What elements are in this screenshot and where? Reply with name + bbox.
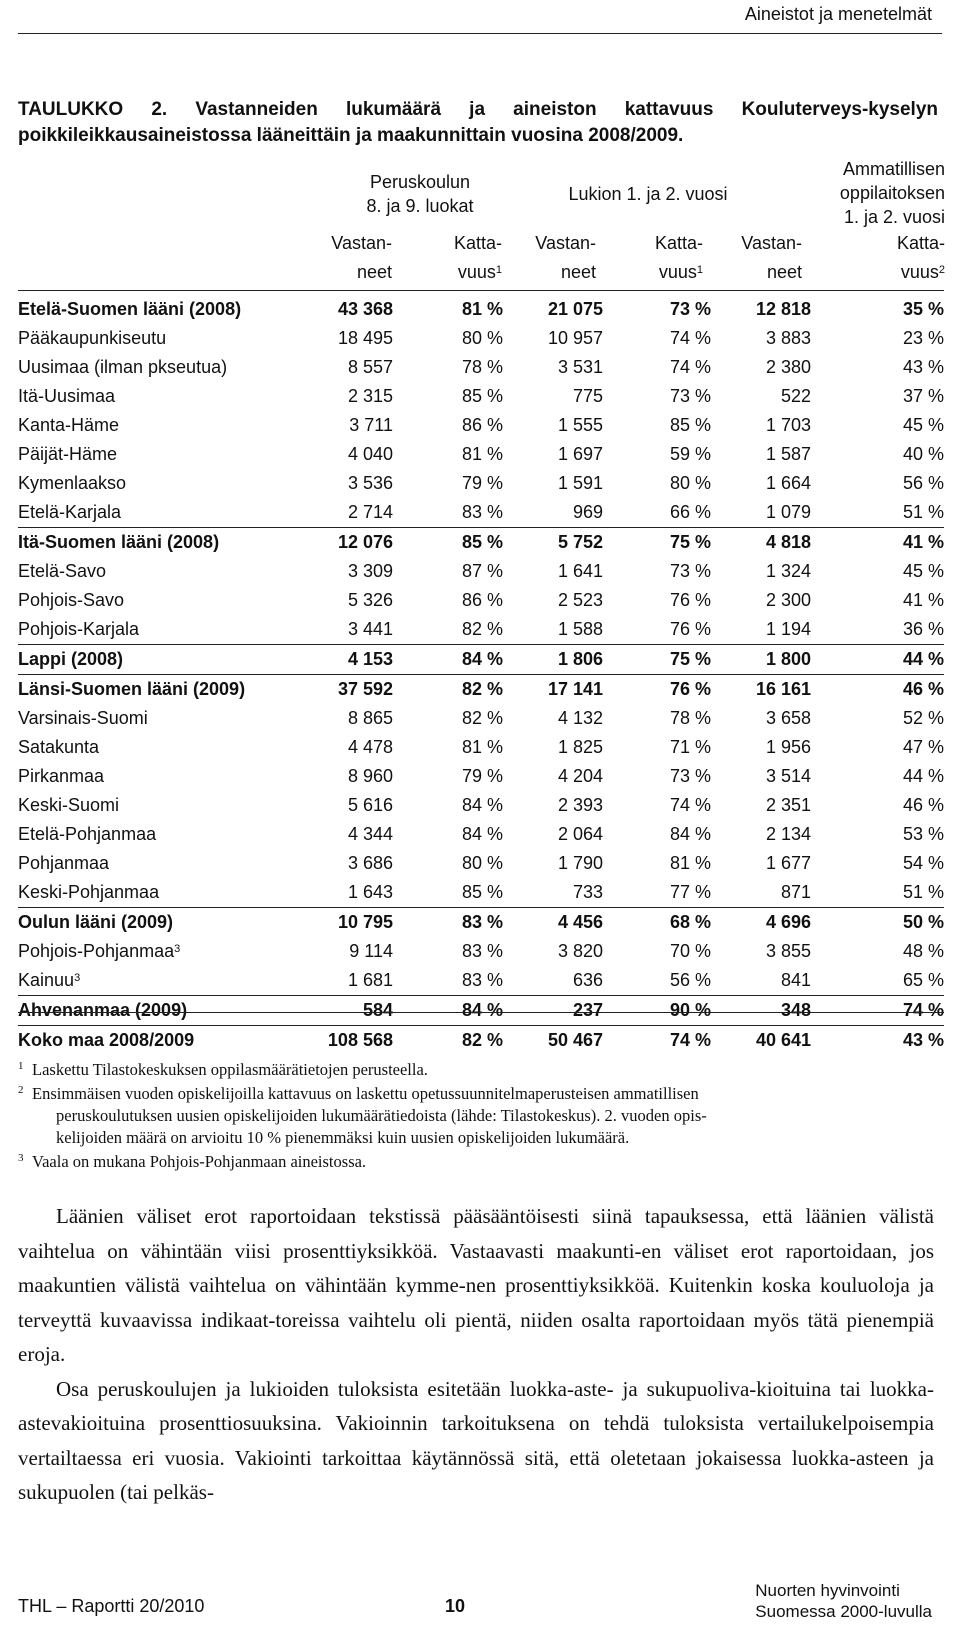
region-label: Länsi-Suomen lääni (2009)	[18, 679, 246, 699]
respondents-cell: 1 588	[557, 619, 603, 639]
region-label: Etelä-Suomen lääni (2008)	[18, 299, 242, 319]
respondents-cell: 10 795	[313, 908, 393, 938]
region-label: Pohjois-Karjala	[18, 619, 140, 639]
table-row	[18, 586, 944, 615]
respondents-cell: 4 696	[711, 908, 811, 938]
coverage-cell: 23 %	[902, 328, 944, 348]
region-label: Päijät-Häme	[18, 444, 118, 464]
table-row	[18, 675, 944, 705]
respondents-cell: 2 380	[765, 357, 811, 377]
respondents-cell: 108 568	[313, 1026, 393, 1056]
footnote-ref: 3	[74, 972, 81, 984]
coverage-cell: 82 %	[393, 1026, 503, 1056]
coverage-cell: 56 %	[669, 970, 711, 990]
respondents-cell: 16 161	[711, 675, 811, 705]
coverage-cell: 78 %	[669, 708, 711, 728]
respondents-cell: 841	[780, 970, 811, 990]
coverage-cell: 73 %	[669, 561, 711, 581]
region-label: Kainuu	[18, 970, 75, 990]
coverage-cell: 51 %	[902, 502, 944, 522]
group-header-lukio	[538, 182, 758, 206]
footnote-text: peruskoulutuksen uusien opiskelijoiden lukumäärätiedoista (lähde: Tilastokeskus). 2. vuoden opis-	[56, 1106, 707, 1125]
footnote-ref: 1	[696, 264, 703, 276]
coverage-cell: 68 %	[603, 908, 711, 938]
region-label: Etelä-Karjala	[18, 502, 122, 522]
col-header-vastanneet-2	[530, 229, 596, 287]
region-label: Oulun lääni (2009)	[18, 912, 174, 932]
coverage-cell: 83 %	[461, 502, 503, 522]
col-header-line: neet	[560, 262, 596, 282]
coverage-cell: 44 %	[902, 766, 944, 786]
region-name	[18, 937, 313, 966]
footnote-mark: 1	[18, 1060, 24, 1072]
coverage-cell: 50 %	[811, 908, 944, 938]
footnote-2	[18, 1083, 938, 1149]
table-row	[18, 849, 944, 878]
footnote-ref: 2	[938, 264, 945, 276]
region-name	[18, 295, 313, 324]
respondents-cell: 2 523	[557, 590, 603, 610]
region-name	[18, 791, 313, 820]
region-label: Uusimaa (ilman pkseutua)	[18, 357, 228, 377]
respondents-cell: 1 194	[765, 619, 811, 639]
coverage-cell: 74 %	[669, 795, 711, 815]
group-header-ammatillinen	[790, 157, 945, 229]
col-header-vastanneet-1	[330, 229, 392, 287]
footnotes	[18, 1059, 938, 1173]
region-name	[18, 820, 313, 849]
region-name	[18, 996, 313, 1026]
table-row	[18, 937, 944, 966]
col-header-line: Katta-	[896, 233, 945, 253]
group-header-line: 8. ja 9. luokat	[366, 196, 474, 216]
coverage-cell: 54 %	[902, 853, 944, 873]
col-header-line: Vastan-	[535, 233, 596, 253]
respondents-cell: 9 114	[349, 941, 393, 961]
coverage-cell: 81 %	[461, 444, 503, 464]
respondents-cell: 4 478	[347, 737, 393, 757]
region-name	[18, 557, 313, 586]
col-header-line: vuus	[457, 262, 496, 282]
respondents-cell: 2 393	[557, 795, 603, 815]
respondents-cell: 1 703	[765, 415, 811, 435]
footnote-text: kelijoiden määrä on arvioitu 10 % pienemmäksi kuin uusien opiskelijoiden lukumäärä.	[56, 1128, 630, 1147]
table-row	[18, 557, 944, 586]
coverage-cell: 45 %	[902, 415, 944, 435]
coverage-cell: 79 %	[461, 766, 503, 786]
coverage-cell: 82 %	[461, 619, 503, 639]
coverage-cell: 37 %	[902, 386, 944, 406]
coverage-cell: 80 %	[461, 853, 503, 873]
respondents-cell: 4 204	[557, 766, 603, 786]
paragraph: Läänien väliset erot raportoidaan tekstissä pääsääntöisesti siinä tapauksessa, että läänien välistä vaihtelua on vähintään viisi prosenttiyksikköä. Vastaavasti maakunti-en väliset erot raportoidaan, jos maakuntien välistä vaihtelua on vähintään kymme-nen prosenttiyksikköä. Kuitenkin koska kouluoloja ja terveyttä kuvaavissa indikaat-toreissa vaihtelu oli pientä, niiden osalta raportoidaan myös tätä pienempiä eroja.	[18, 1204, 934, 1366]
coverage-cell: 46 %	[902, 795, 944, 815]
respondents-cell: 3 531	[557, 357, 603, 377]
col-header-line: vuus	[900, 262, 939, 282]
coverage-cell: 53 %	[902, 824, 944, 844]
page-number: 10	[445, 1596, 466, 1616]
region-name	[18, 324, 313, 353]
coverage-cell: 66 %	[669, 502, 711, 522]
respondents-cell: 3 658	[765, 708, 811, 728]
coverage-cell: 84 %	[393, 645, 503, 675]
region-label: Keski-Pohjanmaa	[18, 882, 160, 902]
respondents-cell: 1 800	[711, 645, 811, 675]
respondents-cell: 584	[313, 996, 393, 1026]
region-label: Pohjanmaa	[18, 853, 110, 873]
respondents-cell: 4 456	[503, 908, 603, 938]
coverage-cell: 84 %	[461, 795, 503, 815]
data-table	[18, 295, 944, 1055]
col-header-line: Vastan-	[741, 233, 802, 253]
respondents-cell: 3 536	[347, 473, 393, 493]
respondents-cell: 12 076	[313, 528, 393, 558]
region-name	[18, 528, 313, 558]
coverage-cell: 73 %	[669, 386, 711, 406]
respondents-cell: 43 368	[337, 299, 393, 319]
table-row	[18, 908, 944, 938]
table-row	[18, 498, 944, 528]
respondents-cell: 871	[780, 882, 811, 902]
region-label: Pohjois-Pohjanmaa	[18, 941, 175, 961]
coverage-cell: 85 %	[393, 528, 503, 558]
region-label: Lappi (2008)	[18, 649, 124, 669]
footnote-text: Vaala on mukana Pohjois-Pohjanmaan aineistossa.	[32, 1152, 367, 1171]
region-name	[18, 966, 313, 996]
col-header-line: neet	[356, 262, 392, 282]
respondents-cell: 775	[572, 386, 603, 406]
body-text	[18, 1199, 934, 1510]
respondents-cell: 969	[572, 502, 603, 522]
region-name	[18, 469, 313, 498]
coverage-cell: 75 %	[603, 645, 711, 675]
respondents-cell: 2 134	[765, 824, 811, 844]
coverage-cell: 73 %	[669, 766, 711, 786]
coverage-cell: 41 %	[811, 528, 944, 558]
region-name	[18, 411, 313, 440]
footnote-mark: 3	[18, 1152, 24, 1164]
coverage-cell: 85 %	[461, 882, 503, 902]
respondents-cell: 3 883	[765, 328, 811, 348]
respondents-cell: 4 132	[557, 708, 603, 728]
respondents-cell: 3 855	[765, 941, 811, 961]
region-name	[18, 615, 313, 645]
coverage-cell: 78 %	[461, 357, 503, 377]
table-row	[18, 878, 944, 908]
coverage-cell: 83 %	[461, 970, 503, 990]
coverage-cell: 59 %	[669, 444, 711, 464]
respondents-cell: 18 495	[337, 328, 393, 348]
col-header-line: Katta-	[453, 233, 502, 253]
coverage-cell: 43 %	[902, 357, 944, 377]
table-row	[18, 762, 944, 791]
respondents-cell: 1 641	[557, 561, 603, 581]
coverage-cell: 85 %	[461, 386, 503, 406]
coverage-cell: 43 %	[811, 1026, 944, 1056]
region-label: Varsinais-Suomi	[18, 708, 148, 728]
respondents-cell: 2 315	[347, 386, 393, 406]
coverage-cell: 71 %	[669, 737, 711, 757]
respondents-cell: 1 790	[557, 853, 603, 873]
respondents-cell: 1 806	[503, 645, 603, 675]
table-row	[18, 353, 944, 382]
coverage-cell: 81 %	[461, 737, 503, 757]
group-header-line: Peruskoulun	[369, 172, 471, 192]
footnote-mark: 2	[18, 1084, 24, 1096]
footnote-ref: 1	[495, 264, 502, 276]
footnote-3	[18, 1151, 938, 1173]
respondents-cell: 3 441	[347, 619, 393, 639]
coverage-cell: 87 %	[461, 561, 503, 581]
table-row	[18, 733, 944, 762]
footnote-1	[18, 1059, 938, 1081]
coverage-cell: 75 %	[603, 528, 711, 558]
coverage-cell: 84 %	[669, 824, 711, 844]
footer-publication: THL – Raportti 20/2010	[18, 1596, 205, 1616]
region-name	[18, 849, 313, 878]
coverage-cell: 80 %	[461, 328, 503, 348]
respondents-cell: 1 697	[557, 444, 603, 464]
respondents-cell: 5 326	[347, 590, 393, 610]
coverage-cell: 84 %	[393, 996, 503, 1026]
col-header-vastanneet-3	[732, 229, 802, 287]
respondents-cell: 5 616	[347, 795, 393, 815]
coverage-cell: 81 %	[669, 853, 711, 873]
group-header-line: 1. ja 2. vuosi	[843, 207, 945, 227]
respondents-cell: 1 677	[765, 853, 811, 873]
footer-title-line: Suomessa 2000-luvulla	[755, 1602, 932, 1621]
respondents-cell: 50 467	[503, 1026, 603, 1056]
respondents-cell: 1 555	[557, 415, 603, 435]
col-header-line: vuus	[658, 262, 697, 282]
region-name	[18, 353, 313, 382]
region-name	[18, 586, 313, 615]
region-label: Etelä-Savo	[18, 561, 107, 581]
respondents-cell: 4 153	[313, 645, 393, 675]
region-label: Pirkanmaa	[18, 766, 105, 786]
region-label: Kanta-Häme	[18, 415, 120, 435]
header-rule	[18, 33, 942, 34]
col-header-line: neet	[766, 262, 802, 282]
region-name	[18, 382, 313, 411]
coverage-cell: 56 %	[902, 473, 944, 493]
region-label: Itä-Uusimaa	[18, 386, 116, 406]
table-row	[18, 528, 944, 558]
col-header-line: Vastan-	[331, 233, 392, 253]
table-row	[18, 645, 944, 675]
region-label: Satakunta	[18, 737, 100, 757]
coverage-cell: 74 %	[811, 996, 944, 1026]
coverage-cell: 45 %	[902, 561, 944, 581]
respondents-cell: 636	[572, 970, 603, 990]
coverage-cell: 41 %	[902, 590, 944, 610]
footnote-text: Laskettu Tilastokeskuksen oppilasmäärätietojen perusteella.	[32, 1060, 428, 1079]
respondents-cell: 2 300	[765, 590, 811, 610]
region-name	[18, 1026, 313, 1056]
coverage-cell: 82 %	[393, 675, 503, 705]
coverage-cell: 36 %	[902, 619, 944, 639]
region-name	[18, 440, 313, 469]
respondents-cell: 40 641	[711, 1026, 811, 1056]
region-label: Ahvenanmaa (2009)	[18, 1000, 188, 1020]
coverage-cell: 77 %	[669, 882, 711, 902]
table-row	[18, 966, 944, 996]
col-header-line: Katta-	[654, 233, 703, 253]
group-header-line: Lukion 1. ja 2. vuosi	[568, 184, 728, 204]
coverage-cell: 51 %	[902, 882, 944, 902]
col-header-kattavuus-1	[420, 229, 502, 287]
respondents-cell: 4 040	[347, 444, 393, 464]
respondents-cell: 1 591	[557, 473, 603, 493]
respondents-cell: 8 960	[347, 766, 393, 786]
footer-title-line: Nuorten hyvinvointi	[755, 1581, 900, 1600]
region-label: Keski-Suomi	[18, 795, 120, 815]
respondents-cell: 4 818	[711, 528, 811, 558]
group-header-peruskoulu	[360, 170, 480, 218]
respondents-cell: 3 514	[765, 766, 811, 786]
coverage-cell: 85 %	[669, 415, 711, 435]
respondents-cell: 10 957	[547, 328, 603, 348]
coverage-cell: 80 %	[669, 473, 711, 493]
respondents-cell: 2 351	[765, 795, 811, 815]
region-name	[18, 908, 313, 938]
respondents-cell: 348	[711, 996, 811, 1026]
footnote-text: Ensimmäisen vuoden opiskelijoilla kattavuus on laskettu opetussuunnitelmaperusteisen ammatillisen	[32, 1084, 699, 1103]
coverage-cell: 74 %	[669, 328, 711, 348]
coverage-cell: 48 %	[902, 941, 944, 961]
running-header: Aineistot ja menetelmät	[744, 4, 932, 24]
coverage-cell: 76 %	[603, 675, 711, 705]
table-row	[18, 1026, 944, 1056]
coverage-cell: 74 %	[669, 357, 711, 377]
respondents-cell: 3 820	[557, 941, 603, 961]
table-header-rule	[18, 290, 944, 291]
coverage-cell: 83 %	[461, 941, 503, 961]
respondents-cell: 5 752	[503, 528, 603, 558]
footer-report-title	[755, 1580, 932, 1622]
respondents-cell: 522	[780, 386, 811, 406]
respondents-cell: 2 064	[557, 824, 603, 844]
coverage-cell: 81 %	[461, 299, 503, 319]
respondents-cell: 1 681	[347, 970, 393, 990]
group-header-line: Ammatillisen	[842, 159, 945, 179]
coverage-cell: 83 %	[393, 908, 503, 938]
footnote-ref: 3	[174, 943, 181, 955]
respondents-cell: 17 141	[503, 675, 603, 705]
col-header-kattavuus-3	[855, 229, 945, 287]
table-bottom-rule	[18, 1012, 944, 1013]
table-row	[18, 791, 944, 820]
respondents-cell: 1 956	[765, 737, 811, 757]
table-row	[18, 382, 944, 411]
region-label: Kymenlaakso	[18, 473, 127, 493]
respondents-cell: 8 865	[347, 708, 393, 728]
table-row	[18, 469, 944, 498]
coverage-cell: 44 %	[811, 645, 944, 675]
coverage-cell: 76 %	[669, 590, 711, 610]
respondents-cell: 3 711	[349, 415, 393, 435]
respondents-cell: 12 818	[755, 299, 811, 319]
region-name	[18, 878, 313, 908]
respondents-cell: 733	[572, 882, 603, 902]
region-name	[18, 675, 313, 705]
region-label: Pohjois-Savo	[18, 590, 125, 610]
region-label: Koko maa 2008/2009	[18, 1030, 195, 1050]
table-row	[18, 440, 944, 469]
respondents-cell: 3 686	[347, 853, 393, 873]
coverage-cell: 76 %	[669, 619, 711, 639]
region-name	[18, 733, 313, 762]
region-name	[18, 704, 313, 733]
coverage-cell: 86 %	[461, 415, 503, 435]
table-row	[18, 295, 944, 324]
coverage-cell: 35 %	[902, 299, 944, 319]
respondents-cell: 1 079	[765, 502, 811, 522]
paragraph: Osa peruskoulujen ja lukioiden tuloksista esitetään luokka-aste- ja sukupuoliva-kioituina tai luokka-astevakioituina prosenttiosuuksina. Vakioinnin tarkoituksena on tehdä tuloksista vertailukelpoisempia vertailtaessa eri vuosia. Vakiointi tarkoittaa käytännössä sitä, että oletetaan jokaisessa luokka-asteen ja sukupuolen (tai pelkäs-	[18, 1376, 934, 1504]
respondents-cell: 237	[503, 996, 603, 1026]
coverage-cell: 52 %	[902, 708, 944, 728]
group-header-line: oppilaitoksen	[839, 183, 945, 203]
coverage-cell: 40 %	[902, 444, 944, 464]
respondents-cell: 2 714	[347, 502, 393, 522]
region-name	[18, 762, 313, 791]
region-label: Pääkaupunkiseutu	[18, 328, 167, 348]
table-caption: TAULUKKO 2. Vastanneiden lukumäärä ja aineiston kattavuus Kouluterveys-kyselyn poikkileikkausaineistossa lääneittäin ja maakunnittain vuosina 2008/2009.	[18, 99, 938, 146]
region-name	[18, 645, 313, 675]
coverage-cell: 79 %	[461, 473, 503, 493]
coverage-cell: 70 %	[669, 941, 711, 961]
table-row	[18, 996, 944, 1026]
table-row	[18, 615, 944, 645]
coverage-cell: 65 %	[902, 970, 944, 990]
table-row	[18, 411, 944, 440]
respondents-cell: 1 664	[765, 473, 811, 493]
region-name	[18, 498, 313, 528]
coverage-cell: 74 %	[603, 1026, 711, 1056]
respondents-cell: 1 587	[765, 444, 811, 464]
region-label: Itä-Suomen lääni (2008)	[18, 532, 220, 552]
respondents-cell: 37 592	[313, 675, 393, 705]
table-row	[18, 704, 944, 733]
respondents-cell: 8 557	[347, 357, 393, 377]
respondents-cell: 4 344	[347, 824, 393, 844]
col-header-kattavuus-2	[620, 229, 703, 287]
coverage-cell: 46 %	[811, 675, 944, 705]
respondents-cell: 1 825	[557, 737, 603, 757]
table-row	[18, 324, 944, 353]
coverage-cell: 86 %	[461, 590, 503, 610]
respondents-cell: 1 324	[765, 561, 811, 581]
coverage-cell: 47 %	[902, 737, 944, 757]
region-label: Etelä-Pohjanmaa	[18, 824, 157, 844]
coverage-cell: 73 %	[669, 299, 711, 319]
coverage-cell: 82 %	[461, 708, 503, 728]
respondents-cell: 21 075	[547, 299, 603, 319]
coverage-cell: 84 %	[461, 824, 503, 844]
respondents-cell: 3 309	[347, 561, 393, 581]
coverage-cell: 90 %	[603, 996, 711, 1026]
table-row	[18, 820, 944, 849]
respondents-cell: 1 643	[347, 882, 393, 902]
